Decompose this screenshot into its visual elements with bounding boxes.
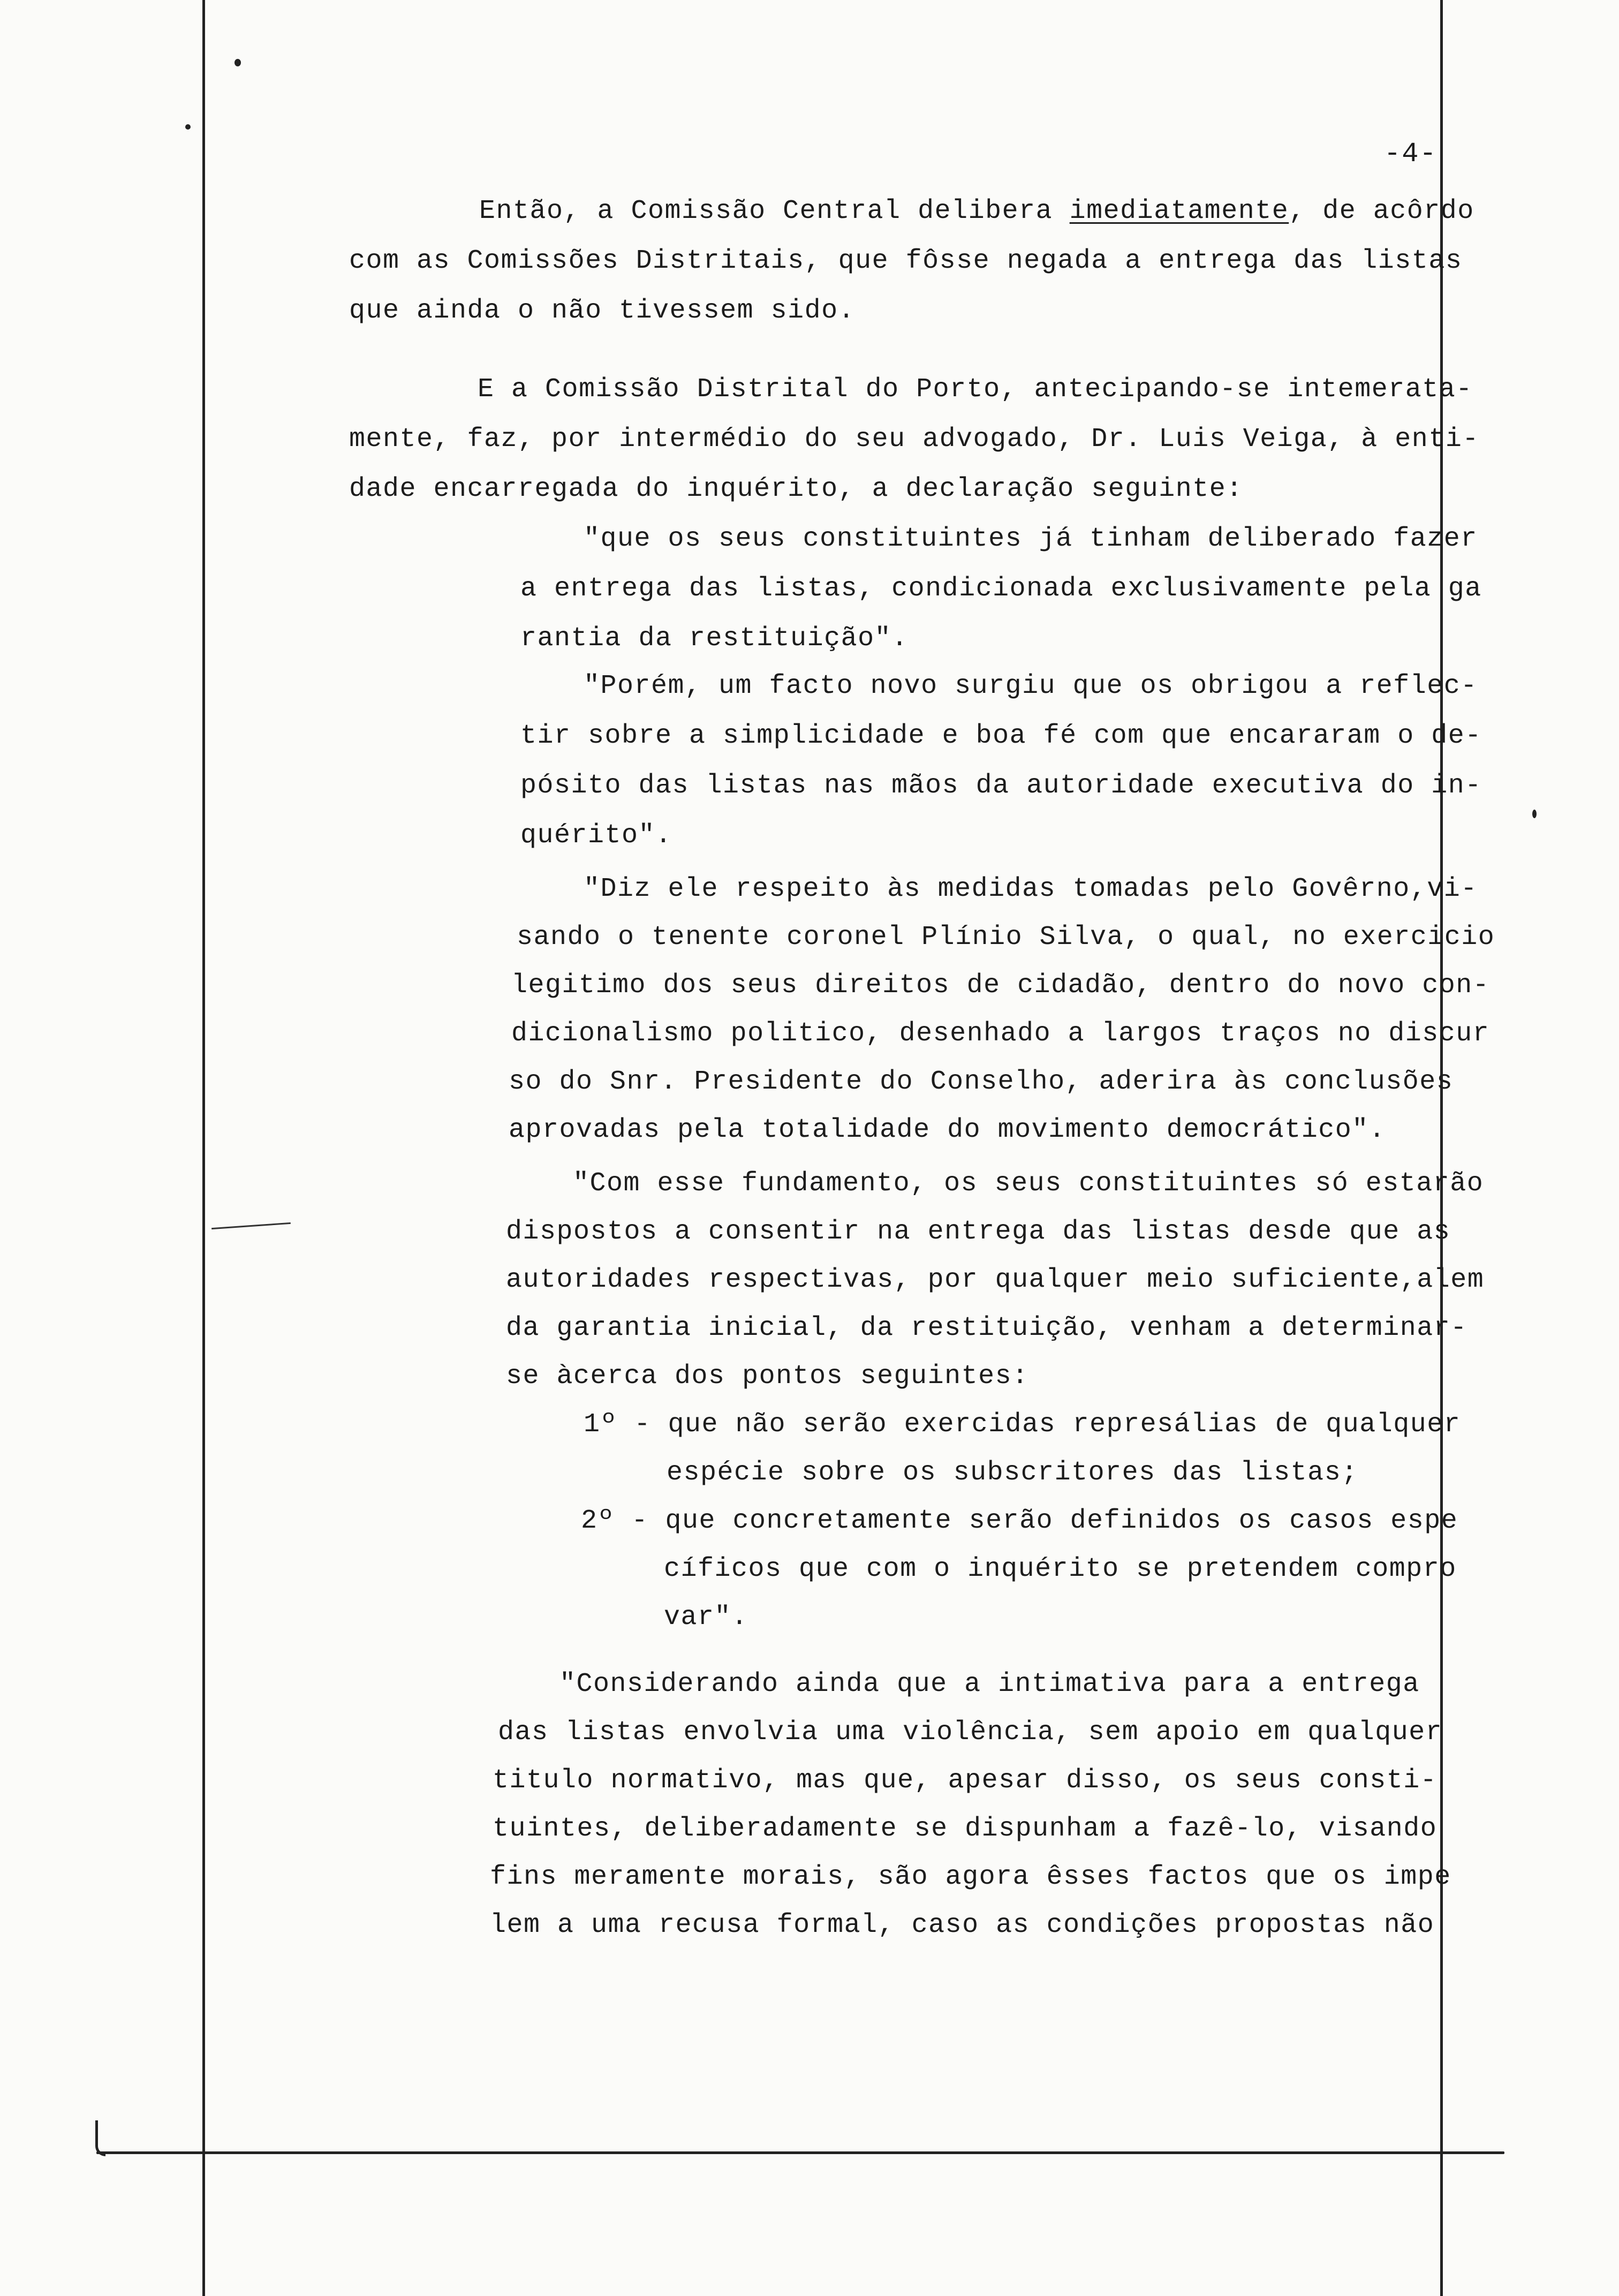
text-segment: Então, a Comissão Central delibera — [479, 196, 1070, 226]
text-line: 2º - que concretamente serão definidos os casos espe — [581, 1506, 1458, 1536]
pencil-stroke — [211, 1222, 291, 1229]
text-line: a entrega das listas, condicionada exclusivamente pela ga — [520, 573, 1482, 604]
ink-spot — [185, 124, 191, 130]
text-line: autoridades respectivas, por qualquer meio suficiente,alem — [506, 1265, 1485, 1295]
text-line: com as Comissões Distritais, que fôsse negada a entrega das listas — [349, 246, 1463, 276]
text-line: "Porém, um facto novo surgiu que os obrigou a reflec- — [584, 671, 1478, 701]
ink-spot — [234, 59, 241, 66]
text-line: so do Snr. Presidente do Conselho, aderira às conclusões — [509, 1067, 1454, 1097]
text-line: dade encarregada do inquérito, a declaração seguinte: — [349, 474, 1243, 504]
bottom-rule-line — [96, 2151, 1504, 2154]
text-line: dispostos a consentir na entrega das listas desde que as — [506, 1217, 1451, 1247]
left-margin-line — [202, 0, 205, 2296]
text-line: pósito das listas nas mãos da autoridade executiva do in- — [520, 771, 1482, 801]
text-line: que ainda o não tivessem sido. — [349, 296, 856, 326]
ink-spot — [1532, 810, 1537, 818]
text-line: 1º - que não serão exercidas represálias de qualquer — [584, 1409, 1461, 1440]
text-line: titulo normativo, mas que, apesar disso, os seus consti- — [493, 1765, 1438, 1796]
text-line: aprovadas pela totalidade do movimento democrático". — [509, 1115, 1386, 1145]
text-line: legitimo dos seus direitos de cidadão, dentro do novo con- — [511, 970, 1490, 1001]
right-margin-line — [1440, 0, 1443, 2296]
text-line: rantia da restituição". — [520, 623, 909, 654]
text-line: "Diz ele respeito às medidas tomadas pelo Govêrno,vi- — [584, 874, 1478, 904]
underlined-word: imediatamente — [1069, 196, 1289, 226]
text-line: fins meramente morais, são agora êsses factos que os impe — [490, 1862, 1451, 1892]
text-line: "Considerando ainda que a intimativa para a entrega — [559, 1669, 1420, 1700]
text-line: dicionalismo politico, desenhado a largos traços no discur — [511, 1018, 1490, 1049]
text-line: da garantia inicial, da restituição, venham a determinar- — [506, 1313, 1467, 1343]
text-line: mente, faz, por intermédio do seu advogado, Dr. Luis Veiga, à enti- — [349, 424, 1479, 455]
text-line: das listas envolvia uma violência, sem apoio em qualquer — [498, 1717, 1443, 1748]
text-line — [479, 198, 1474, 225]
text-line: se àcerca dos pontos seguintes: — [506, 1361, 1029, 1392]
text-line: lem a uma recusa formal, caso as condições propostas não — [490, 1910, 1435, 1940]
text-line: E a Comissão Distrital do Porto, antecipando-se intemerata- — [478, 374, 1473, 405]
text-line: var". — [664, 1602, 748, 1633]
text-segment: , de acôrdo — [1289, 196, 1474, 226]
bottom-left-hook-mark — [95, 2120, 105, 2156]
text-line: quérito". — [520, 820, 672, 851]
text-line: "Com esse fundamento, os seus constituintes só estarão — [573, 1168, 1484, 1199]
page-number: -4- — [1384, 138, 1438, 170]
text-line: "que os seus constituintes já tinham deliberado fazer — [584, 524, 1478, 554]
text-line: espécie sobre os subscritores das listas; — [667, 1457, 1358, 1488]
text-line: tir sobre a simplicidade e boa fé com que encararam o de- — [520, 721, 1482, 751]
text-line: sando o tenente coronel Plínio Silva, o qual, no exercicio — [517, 922, 1495, 953]
text-line: tuintes, deliberadamente se dispunham a fazê-lo, visando — [493, 1814, 1438, 1844]
text-line: cíficos que com o inquérito se pretendem compro — [664, 1554, 1457, 1584]
